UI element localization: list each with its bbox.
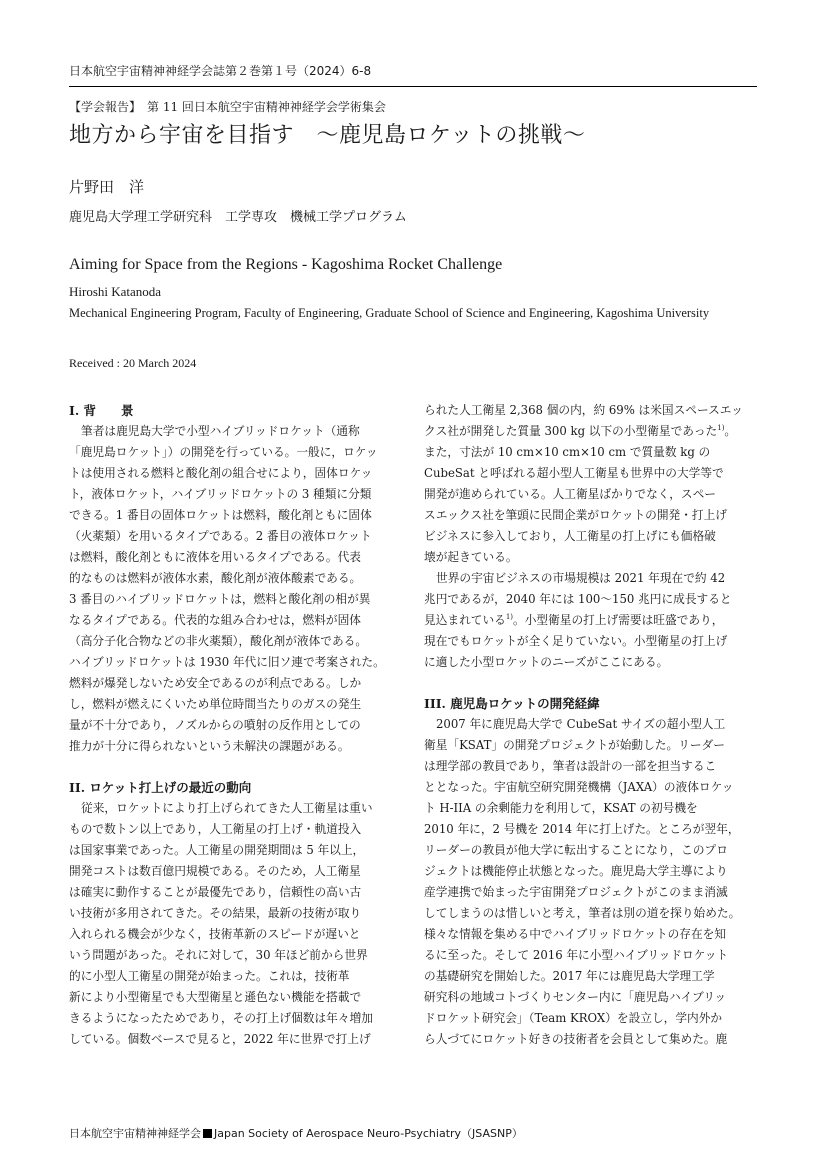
body-line: ト，液体ロケット，ハイブリッドロケットの 3 種類に分類 <box>69 487 372 501</box>
body-line: もので数トン以上であり，人工衛星の打上げ・軌道投入 <box>69 822 362 836</box>
body-line: 2010 年に，2 号機を 2014 年に打上げた。ところが翌年， <box>424 822 740 836</box>
body-line: 壊が起きている。 <box>424 550 518 564</box>
body-line: に適した小型ロケットのニーズがここにある。 <box>424 655 669 669</box>
section-gap <box>69 757 405 777</box>
body-line: 衛星「KSAT」の開発プロジェクトが始動した。リーダー <box>424 738 725 752</box>
body-line: きるようになったためであり，その打上げ個数は年々増加 <box>69 1011 373 1025</box>
body-line: ととなった。宇宙航空研究開発機構（JAXA）の液体ロケッ <box>424 780 734 794</box>
body-line: し，燃料が燃えにくいため単位時間当たりのガスの発生 <box>69 697 362 711</box>
body-text: 。 <box>724 424 737 438</box>
body-line: ト H-IIA の余剰能力を利用して，KSAT の初号機を <box>424 801 698 815</box>
section-heading-history: III. 鹿児島ロケットの開発経緯 <box>424 696 600 711</box>
body-line: は理学部の教員であり，筆者は設計の一部を担当するこ <box>424 759 717 773</box>
affiliation-ja: 鹿児島大学理工学研究科 工学専攻 機械工学プログラム <box>69 210 407 225</box>
body-text: 見込まれている <box>424 613 506 627</box>
body-line: スエックス社を筆頭に民間企業がロケットの開発・打上げ <box>424 508 727 522</box>
body-line: 「鹿児島ロケット」）の開発を行っている。一般に，ロケッ <box>69 445 378 459</box>
body-line: 推力が十分に得られないという未解決の課題がある。 <box>69 739 350 753</box>
body-line: 量が不十分であり，ノズルからの噴射の反作用としての <box>69 718 361 732</box>
body-line: ビジネスに参入しており，人工衛星の打上げにも価格破 <box>424 529 716 543</box>
body-line: 的に小型人工衛星の開発が始まった。これは，技術革 <box>69 969 350 983</box>
body-line: 的なものは燃料が液体水素，酸化剤が液体酸素である。 <box>69 571 362 585</box>
body-line: の基礎研究を開始した。2017 年には鹿児島大学理工学 <box>424 969 715 983</box>
body-line: 産学連携で始まった宇宙開発プロジェクトがこのまま消滅 <box>424 885 728 899</box>
body-line: は国家事業であった。人工衛星の開発期間は 5 年以上， <box>69 843 365 857</box>
body-line: ジェクトは機能停止状態となった。鹿児島大学主導により <box>424 864 728 878</box>
body-line: 兆円であるが，2040 年には 100～150 兆円に成長すると <box>424 592 732 606</box>
section-gap <box>424 673 760 693</box>
page-footer <box>69 1125 523 1141</box>
body-line: ら人づてにロケット好きの技術者を会員として集めた。鹿 <box>424 1032 728 1046</box>
body-line: い技術が多用されてきた。その結果，最新の技術が取り <box>69 906 362 920</box>
body-line: 様々な情報を集める中でハイブリッドロケットの存在を知 <box>424 927 727 941</box>
right-column <box>424 400 760 1050</box>
body-line: ハイブリッドロケットは 1930 年代に旧ソ連で考案された。 <box>69 655 385 669</box>
body-line: なるタイプである。代表的な組み合わせは，燃料が固体 <box>69 613 361 627</box>
body-line: 世界の宇宙ビジネスの市場規模は 2021 年現在で約 42 <box>436 571 726 585</box>
body-line: また，寸法が 10 cm×10 cm×10 cm で質量数 kg の <box>424 445 711 459</box>
body-line: CubeSat と呼ばれる超小型人工衛星も世界中の大学等で <box>424 466 724 480</box>
body-line: 3 番目のハイブリッドロケットは，燃料と酸化剤の相が異 <box>69 592 371 606</box>
reference-marker: 1) <box>717 424 725 433</box>
article-title-en: Aiming for Space from the Regions - Kagoshima Rocket Challenge <box>69 256 503 273</box>
body-line: 新により小型衛星でも大型衛星と遜色ない機能を搭載で <box>69 990 362 1004</box>
received-date: Received : 20 March 2024 <box>69 356 197 370</box>
body-line: トは使用される燃料と酸化剤の組合せにより，固体ロケッ <box>69 466 373 480</box>
body-line: 燃料が爆発しないため安全であるのが利点である。しか <box>69 676 362 690</box>
body-line: できる。1 番目の固体ロケットは燃料，酸化剤ともに固体 <box>69 508 372 522</box>
section-heading-trends: II. ロケット打上げの最近の動向 <box>69 780 252 795</box>
body-line: してしまうのは惜しいと考え，筆者は別の道を探り始めた。 <box>424 906 741 920</box>
body-line: 筆者は鹿児島大学で小型ハイブリッドロケット（通称 <box>81 424 360 438</box>
body-line: いう問題があった。それに対して，30 年ほど前から世界 <box>69 948 368 962</box>
footer-society-en: Japan Society of Aerospace Neuro-Psychiatry（JSASNP） <box>214 1127 523 1140</box>
article-title-ja: 地方から宇宙を目指す ～鹿児島ロケットの挑戦～ <box>69 123 586 148</box>
body-line: 開発が進められている。人工衛星ばかりでなく，スペー <box>424 487 716 501</box>
body-line: 現在でもロケットが全く足りていない。小型衛星の打上げ <box>424 634 728 648</box>
body-line: ドロケット研究会」（Team KROX）を設立し，学内外か <box>424 1011 723 1025</box>
section-heading-background: I. 背 景 <box>69 403 134 418</box>
body-line: 研究科の地域コトづくりセンター内に「鹿児島ハイブリッ <box>424 990 727 1004</box>
left-column <box>69 400 405 1050</box>
footer-society-ja: 日本航空宇宙精神神経学会 <box>69 1127 201 1140</box>
body-line: 入れられる機会が少なく，技術革新のスピードが遅いと <box>69 927 361 941</box>
body-line: 従来，ロケットにより打上げられてきた人工衛星は重い <box>81 801 373 815</box>
body-line: は確実に動作することが最優先であり，信頼性の高い古 <box>69 885 362 899</box>
author-name-en: Hiroshi Katanoda <box>69 284 162 299</box>
body-line: （高分子化合物などの非火薬類），酸化剤が液体である。 <box>69 634 368 648</box>
body-text: クス社が開発した質量 300 kg 以下の小型衛星であった <box>424 424 718 438</box>
body-line: している。個数ベースで見ると，2022 年に世界で打上げ <box>69 1032 371 1046</box>
running-header: 日本航空宇宙精神神経学会誌第２巻第１号（2024）6-8 <box>69 62 757 87</box>
body-text: 。小型衛星の打上げ需要は旺盛であり， <box>513 613 724 627</box>
article-category: 【学会報告】 第 11 回日本航空宇宙精神神経学会学術集会 <box>69 100 386 114</box>
body-line: るに至った。そして 2016 年に小型ハイブリッドロケット <box>424 948 729 962</box>
body-line: リーダーの教員が他大学に転出することになり，このプロ <box>424 843 728 857</box>
black-square-icon <box>203 1129 212 1138</box>
affiliation-en: Mechanical Engineering Program, Faculty of Engineering, Graduate School of Science and Engineering, Kagoshima University <box>69 306 710 320</box>
reference-marker: 1) <box>505 613 514 622</box>
body-line: 2007 年に鹿児島大学で CubeSat サイズの超小型人工 <box>436 717 726 731</box>
body-line <box>424 421 760 442</box>
body-line: （火薬類）を用いるタイプである。2 番目の液体ロケット <box>69 529 372 543</box>
body-line: 開発コストは数百億円規模である。そのため，人工衛星 <box>69 864 361 878</box>
body-line: は燃料，酸化剤ともに液体を用いるタイプである。代表 <box>69 550 361 564</box>
author-name-ja: 片野田 洋 <box>69 178 145 196</box>
body-line: られた人工衛星 2,368 個の内，約 69% は米国スペースエッ <box>424 403 743 417</box>
body-line <box>424 610 760 631</box>
